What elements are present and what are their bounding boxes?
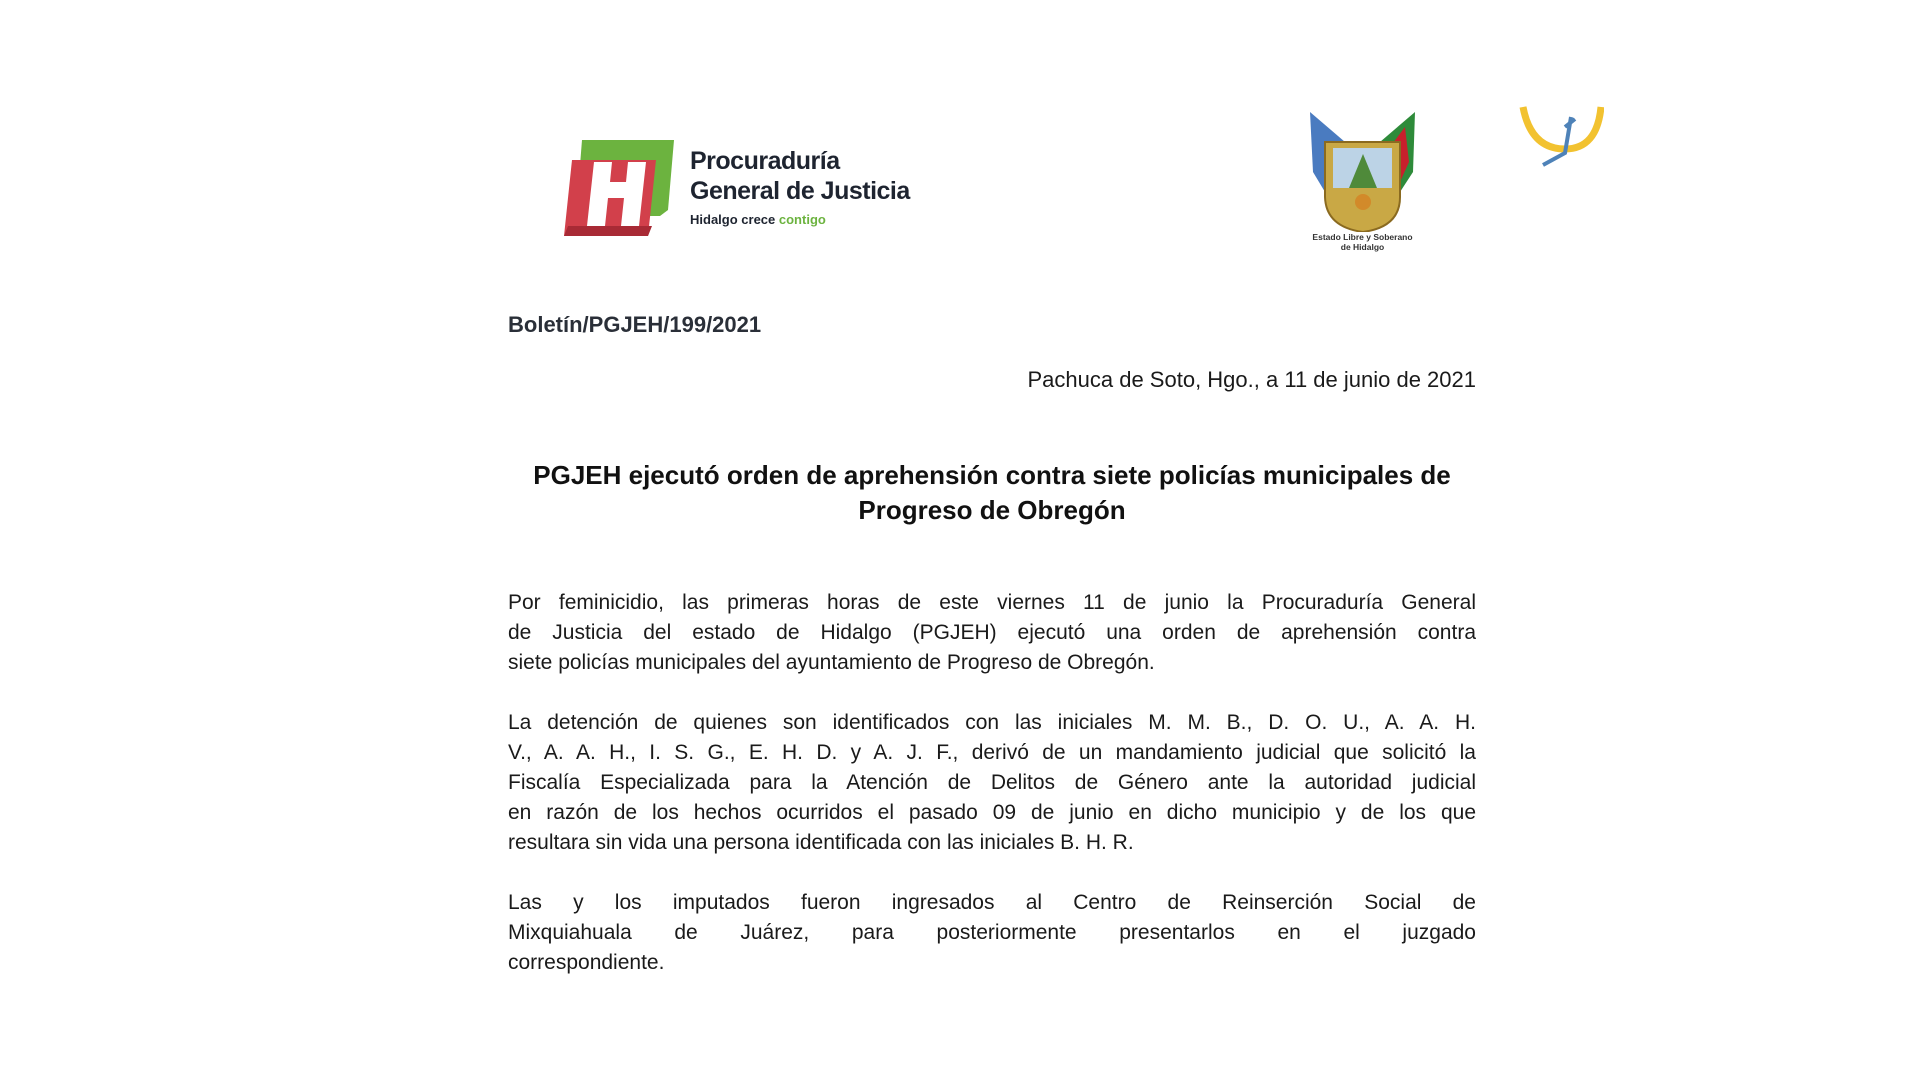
paragraph-line: Mixquiahuala de Juárez, para posteriormente presentarlos en el juzgado	[508, 921, 1476, 944]
paragraph-line: La detención de quienes son identificados con las iniciales M. M. B., D. O. U., A. A. H.	[508, 711, 1476, 734]
paragraph-line: en razón de los hechos ocurridos el pasado 09 de junio en dicho municipio y de los que	[508, 801, 1476, 824]
decorative-emblem-icon	[1519, 105, 1604, 167]
org-tagline	[690, 212, 910, 227]
org-line-1: Procuraduría	[690, 147, 840, 175]
headline	[508, 458, 1476, 528]
organization-name	[690, 146, 910, 227]
paragraph-line: Por feminicidio, las primeras horas de este viernes 11 de junio la Procuraduría General	[508, 591, 1476, 614]
paragraph-line: resultara sin vida una persona identificada con las iniciales B. H. R.	[508, 831, 1134, 854]
paragraph	[508, 888, 1476, 978]
coat-caption-1: Estado Libre y Soberano	[1312, 232, 1413, 242]
place-date: Pachuca de Soto, Hgo., a 11 de junio de 2021	[1027, 367, 1476, 392]
headline-line-2: Progreso de Obregón	[858, 495, 1126, 525]
tagline-b: contigo	[778, 212, 826, 227]
paragraph-line: Fiscalía Especializada para la Atención de Delitos de Género ante la autoridad judicial	[508, 771, 1476, 794]
paragraph-line: siete policías municipales del ayuntamiento de Progreso de Obregón.	[508, 651, 1155, 674]
paragraph-line: correspondiente.	[508, 951, 665, 974]
paragraph	[508, 588, 1476, 678]
paragraph-line: Las y los imputados fueron ingresados al Centro de Reinserción Social de	[508, 891, 1476, 914]
pgjeh-h-logo-icon	[564, 140, 674, 236]
headline-line-1: PGJEH ejecutó orden de aprehensión contra siete policías municipales de	[533, 460, 1451, 490]
bulletin-number: Boletín/PGJEH/199/2021	[508, 312, 762, 337]
paragraph	[508, 708, 1476, 858]
paragraph-line: de Justicia del estado de Hidalgo (PGJEH) ejecutó una orden de aprehensión contra	[508, 621, 1476, 644]
body-text	[508, 588, 1476, 1008]
coat-caption-2: de Hidalgo	[1340, 242, 1385, 252]
hidalgo-coat-of-arms-icon	[1305, 112, 1420, 232]
org-line-2: General de Justicia	[690, 177, 910, 205]
paragraph-line: V., A. A. H., I. S. G., E. H. D. y A. J. F., derivó de un mandamiento judicial que solicitó la	[508, 741, 1476, 764]
tagline-a: Hidalgo crece	[690, 212, 776, 227]
coat-caption	[1290, 232, 1435, 252]
